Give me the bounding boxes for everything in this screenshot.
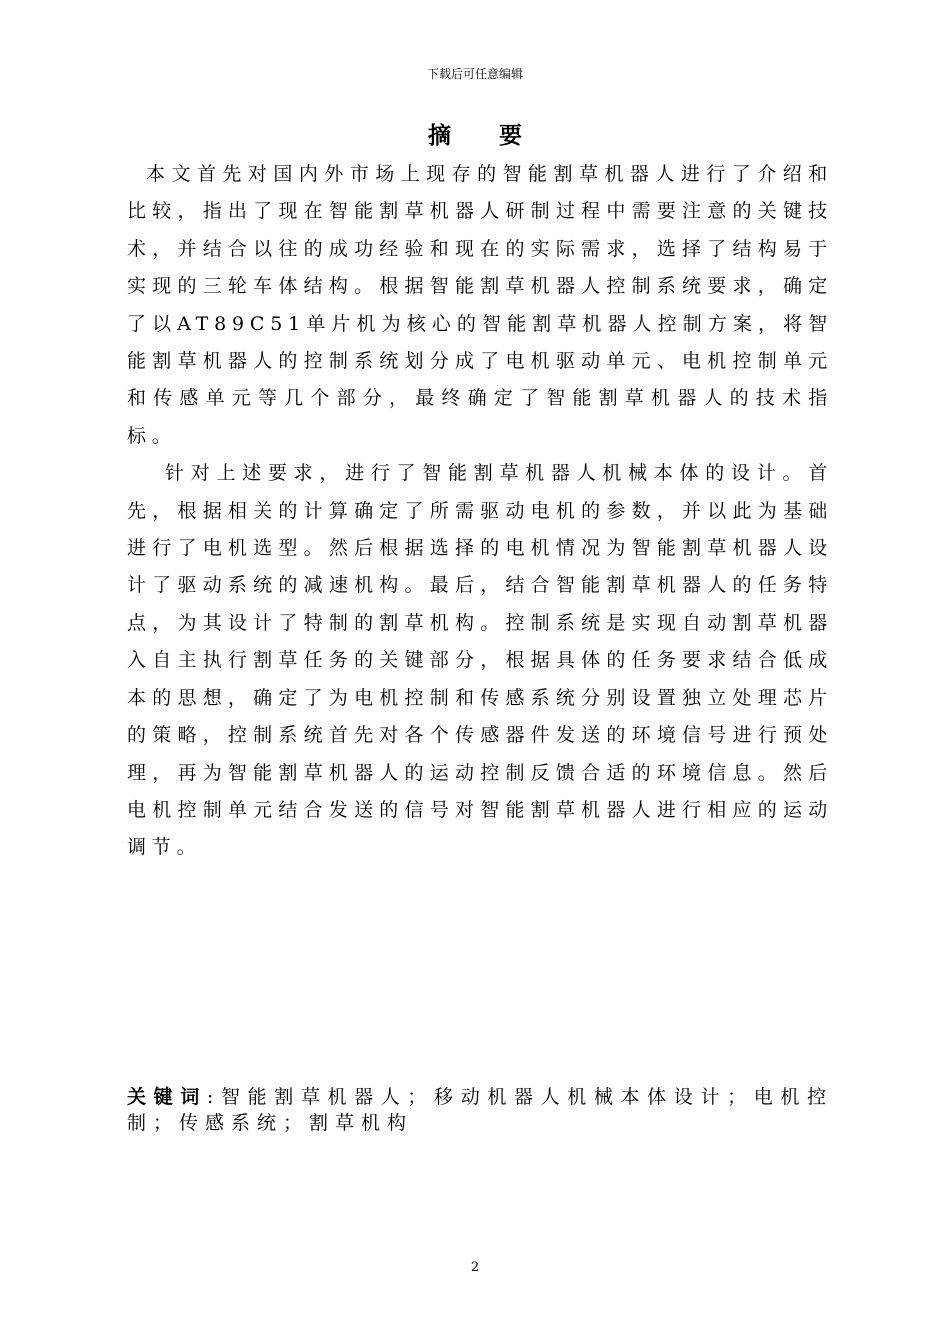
abstract-paragraph-1: 本文首先对国内外市场上现存的智能割草机器人进行了介绍和比较，指出了现在智能割草机器人研制过程中需要注意的关键技术，并结合以往的成功经验和现在的实际需求，选择了结构易于实现的三轮车体结构。根据智能割草机器人控制系统要求，确定了以AT89C51单片机为核心的智能割草机器人控制方案，将智能割草机器人的控制系统划分成了电机驱动单元、电机控制单元和传感单元等几个部分，最终确定了智能割草机器人的技术指标。: [127, 163, 833, 447]
keywords-section: [127, 1084, 833, 1136]
page-title: 摘 要: [427, 123, 542, 149]
header-note: 下载后可任意编辑: [426, 67, 523, 81]
page-number: 2: [470, 1260, 480, 1275]
abstract-body: [127, 156, 833, 867]
keywords-text: :智能割草机器人；移动机器人机械本体设计；电机控制；传感系统；割草机构: [127, 1086, 833, 1134]
keywords-label: 关键词: [127, 1086, 207, 1108]
abstract-paragraph-2: 针对上述要求，进行了智能割草机器人机械本体的设计。首先，根据相关的计算确定了所需驱动电机的参数，并以此为基础进行了电机选型。然后根据选择的电机情况为智能割草机器人设计了驱动系统的减速机构。最后，结合智能割草机器人的任务特点，为其设计了特制的割草机构。控制系统是实现自动割草机器入自主执行割草任务的关键部分，根据具体的任务要求结合低成本的思想，确定了为电机控制和传感系统分别设置独立处理芯片的策略，控制系统首先对各个传感器件发送的环境信号进行预处理，再为智能割草机器人的运动控制反馈合适的环境信息。然后电机控制单元结合发送的信号对智能割草机器人进行相应的运动调节。: [127, 462, 833, 859]
